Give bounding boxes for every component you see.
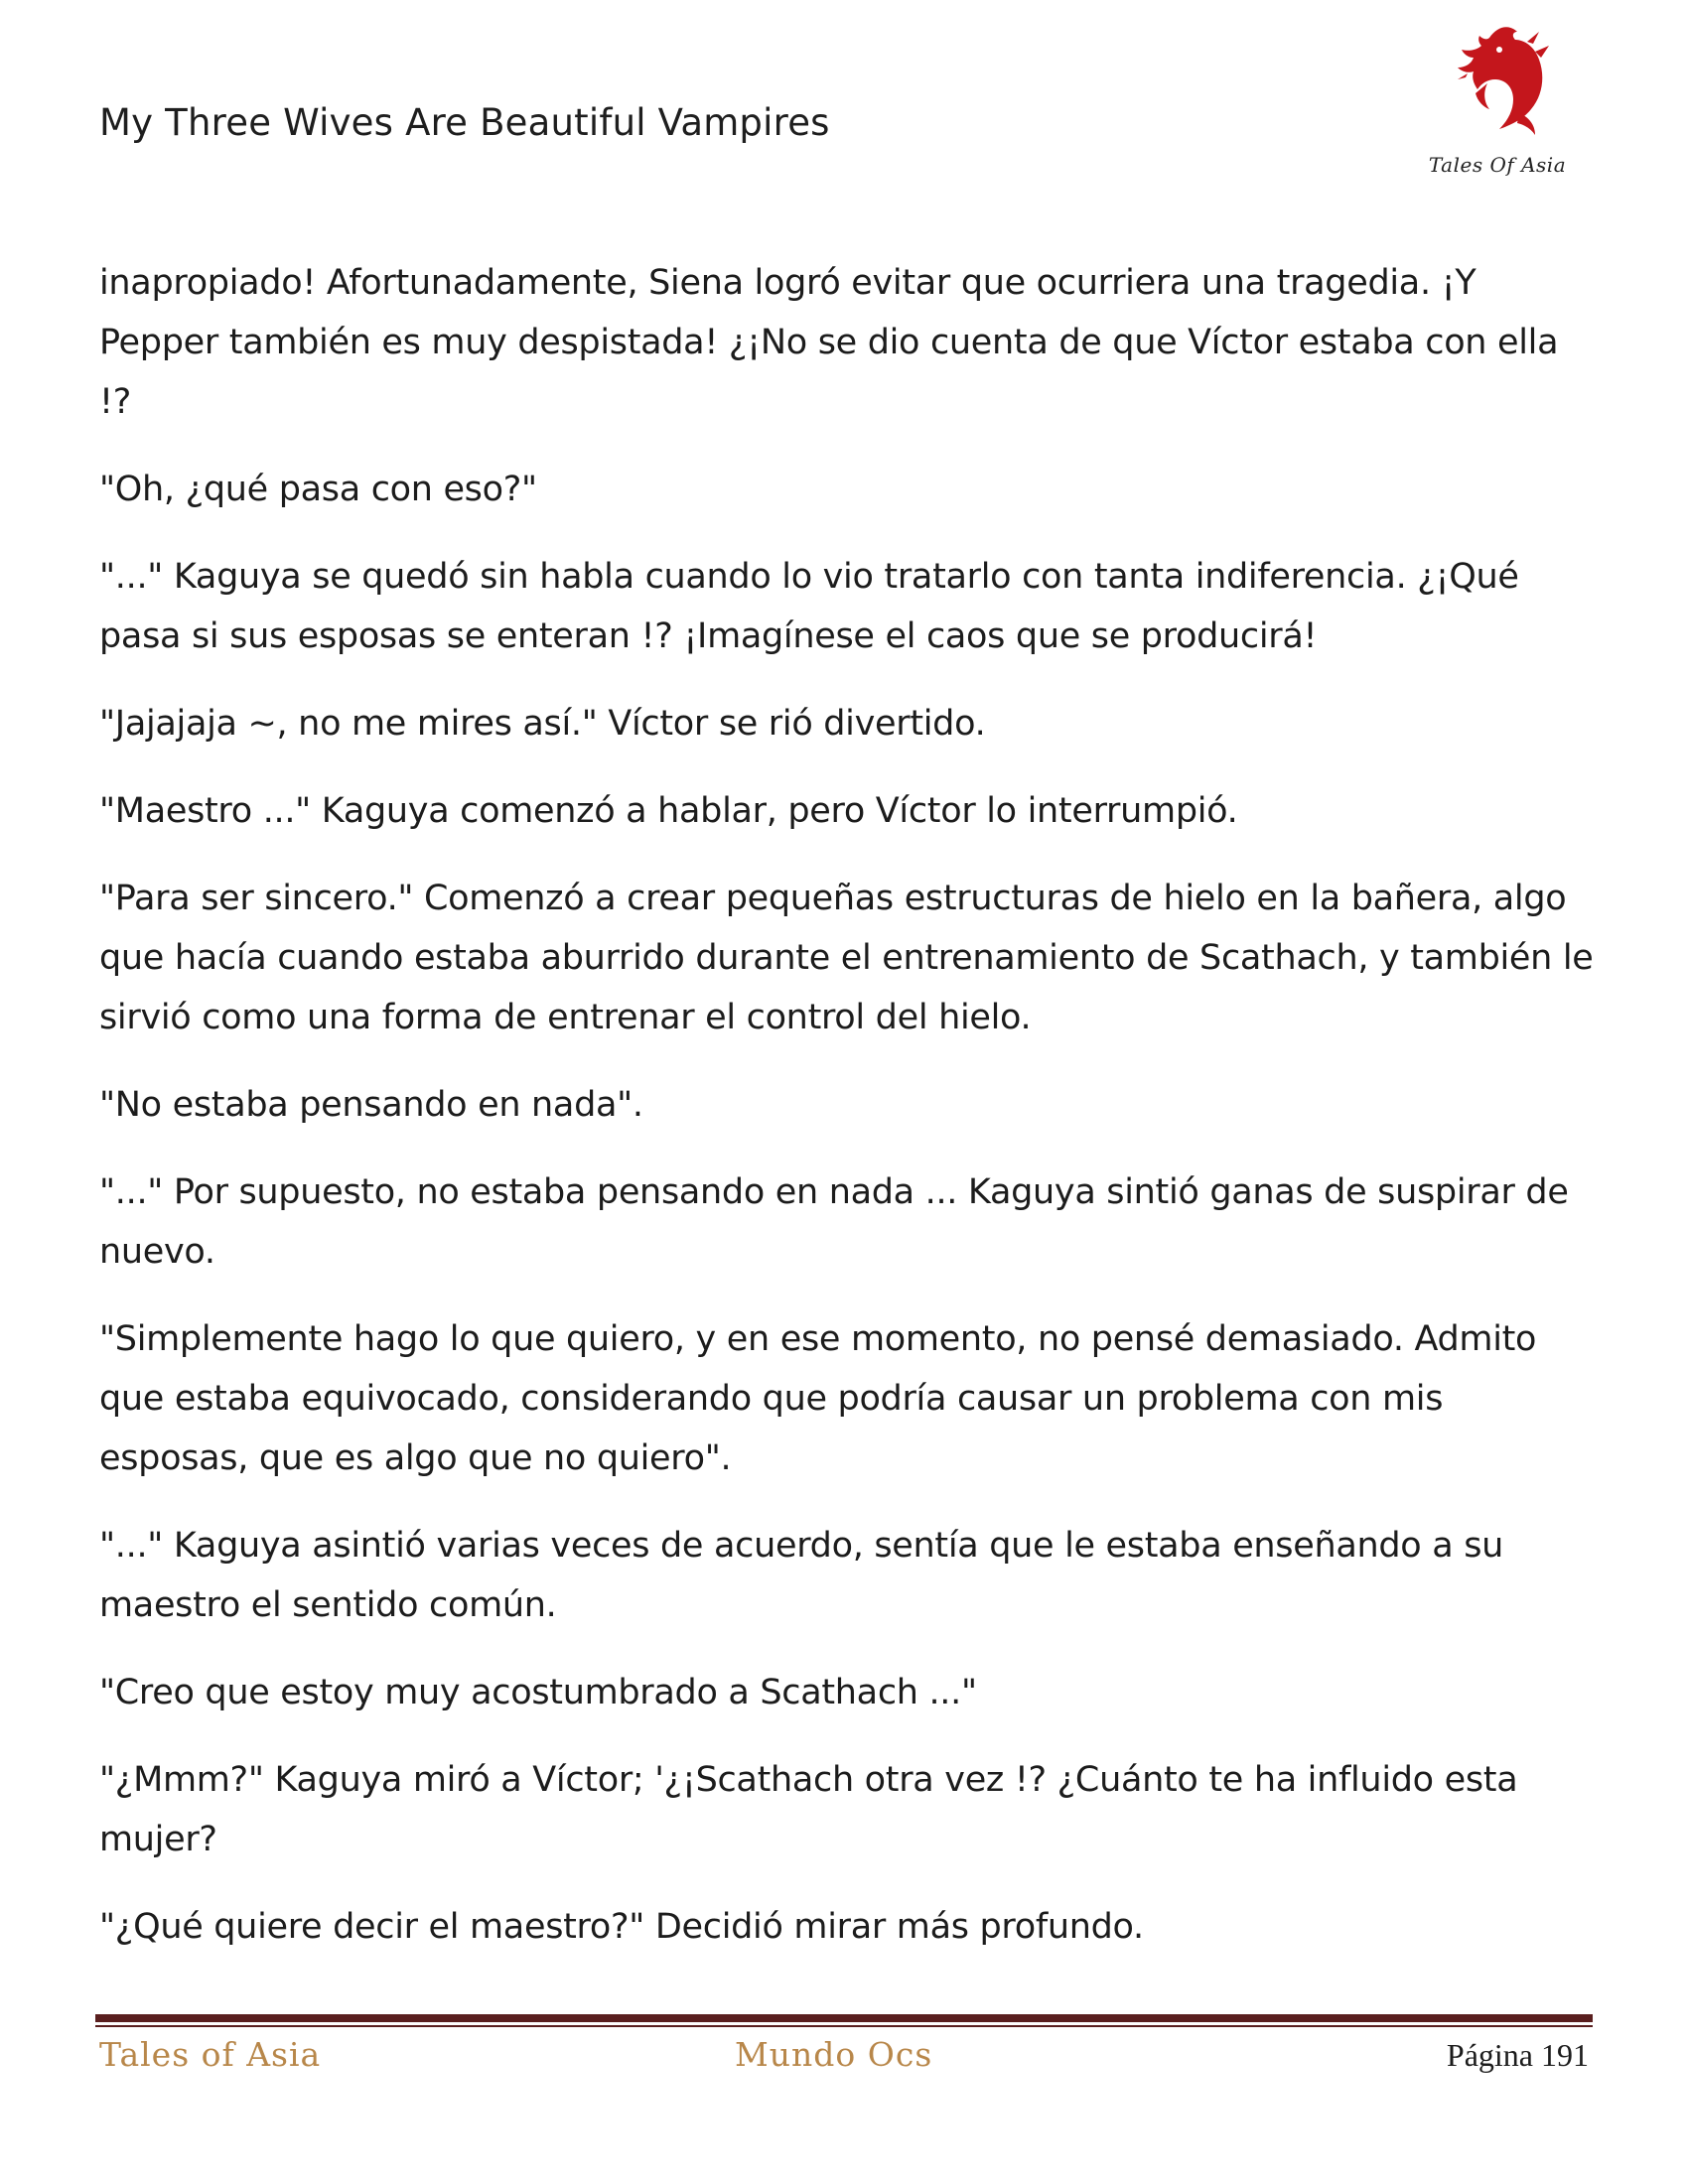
footer-translator: Mundo Ocs xyxy=(735,2035,933,2074)
paragraph: "Oh, ¿qué pasa con eso?" xyxy=(99,470,537,509)
footer-divider-thin xyxy=(95,2025,1593,2027)
page-number: Página 191 xyxy=(1446,2037,1589,2073)
footer-divider-thick xyxy=(95,2014,1593,2022)
logo-text: Tales Of Asia xyxy=(1428,153,1567,177)
chapter-body xyxy=(99,253,1599,1984)
paragraph: "Simplemente hago lo que quiero, y en ese momento, no pensé demasiado. Admito que estaba equivocado, considerando que podría causar un problema con mis esposas, que es algo que no quiero". xyxy=(99,1319,1537,1478)
paragraph: "Jajajaja ~, no me mires así." Víctor se rió divertido. xyxy=(99,704,986,744)
paragraph: "¿Qué quiere decir el maestro?" Decidió mirar más profundo. xyxy=(99,1907,1144,1947)
paragraph: "Maestro ..." Kaguya comenzó a hablar, pero Víctor lo interrumpió. xyxy=(99,791,1238,831)
dragon-logo-icon xyxy=(1428,18,1567,157)
paragraph: "No estaba pensando en nada". xyxy=(99,1085,643,1125)
paragraph: inapropiado! Afortunadamente, Siena logró evitar que ocurriera una tragedia. ¡Y Pepper también es muy despistada! ¿¡No se dio cuenta de que Víctor estaba con ella !? xyxy=(99,263,1559,422)
book-title: My Three Wives Are Beautiful Vampires xyxy=(99,101,830,144)
paragraph: "..." Kaguya se quedó sin habla cuando lo vio tratarlo con tanta indiferencia. ¿¡Qué pasa si sus esposas se enteran !? ¡Imagínese el caos que se producirá! xyxy=(99,557,1519,656)
tales-of-asia-logo xyxy=(1428,18,1567,187)
paragraph: "Para ser sincero." Comenzó a crear pequeñas estructuras de hielo en la bañera, algo que hacía cuando estaba aburrido durante el entrenamiento de Scathach, y también le sirvió como una forma de entrenar el control del hielo. xyxy=(99,879,1594,1037)
footer-site-name: Tales of Asia xyxy=(99,2035,322,2074)
paragraph: "..." Por supuesto, no estaba pensando en nada ... Kaguya sintió ganas de suspirar de nuevo. xyxy=(99,1172,1569,1272)
paragraph: "¿Mmm?" Kaguya miró a Víctor; '¿¡Scathach otra vez !? ¿Cuánto te ha influido esta mujer? xyxy=(99,1760,1518,1859)
paragraph: "Creo que estoy muy acostumbrado a Scathach ..." xyxy=(99,1673,977,1712)
paragraph: "..." Kaguya asintió varias veces de acuerdo, sentía que le estaba enseñando a su maestro el sentido común. xyxy=(99,1526,1504,1625)
